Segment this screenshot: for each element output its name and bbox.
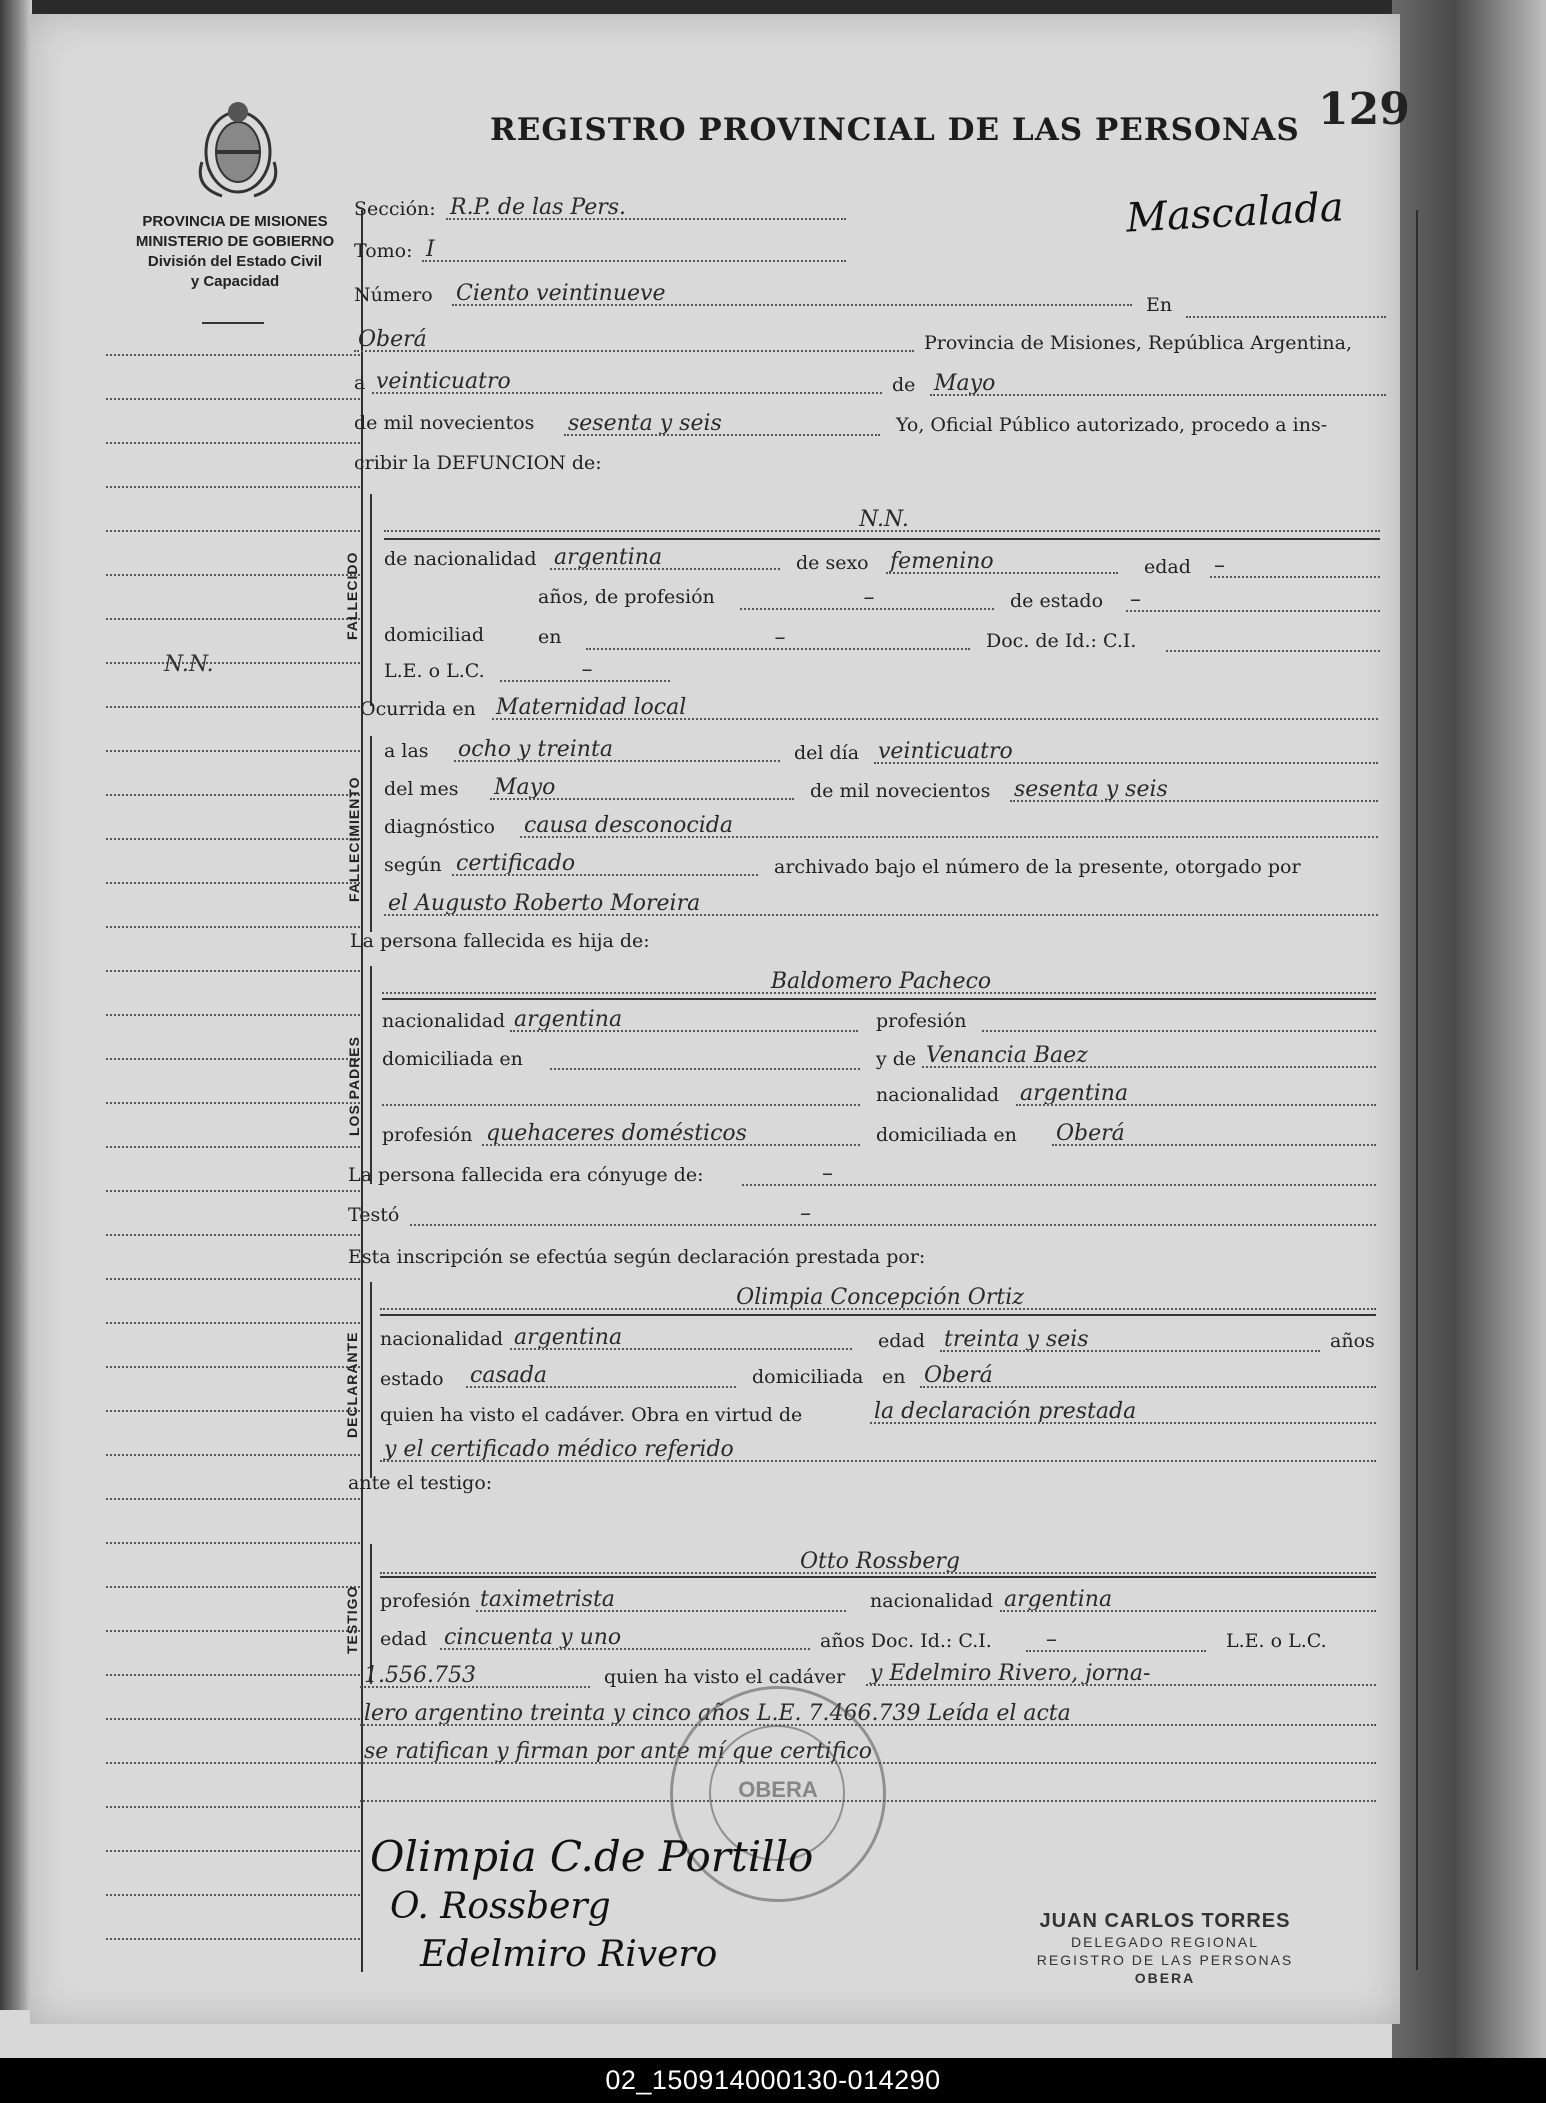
rule	[382, 998, 1376, 1000]
label-en: En	[1146, 294, 1173, 316]
label-dom-padre: domiciliada en	[382, 1048, 523, 1070]
field-hora: ocho y treinta	[454, 738, 780, 762]
margin-rule	[106, 706, 360, 709]
field-testo: –	[410, 1202, 1376, 1226]
section-divider	[370, 1544, 372, 1684]
official-block	[1000, 1910, 1330, 1987]
rule	[384, 538, 1380, 540]
margin-rule	[106, 530, 360, 533]
field-extra-3: se ratifican y firman por ante mí que certifico	[360, 1740, 1376, 1764]
section-divider	[370, 494, 372, 706]
margin-rule	[106, 1762, 360, 1765]
rule	[380, 1576, 1376, 1578]
label-visto: quien ha visto el cadáver. Obra en virtud de	[380, 1404, 803, 1426]
label-conyuge: La persona fallecida era cónyuge de:	[348, 1164, 704, 1186]
field-nac-t: argentina	[1000, 1588, 1376, 1612]
signature-testigo: O. Rossberg	[390, 1886, 611, 1927]
field-virtud-1: la declaración prestada	[870, 1400, 1376, 1424]
label-edad: edad	[1144, 556, 1191, 578]
signature-declarante: Olimpia C.de Portillo	[370, 1832, 814, 1881]
margin-rule	[106, 398, 360, 401]
margin-rule	[106, 1938, 360, 1941]
field-tomo: I	[422, 238, 846, 262]
section-divider	[370, 966, 372, 1184]
field-doc-t: 1.556.753	[360, 1664, 590, 1688]
field-dia: veinticuatro	[372, 370, 882, 394]
field-diagnostico: causa desconocida	[520, 814, 1378, 838]
margin-rule	[106, 354, 360, 357]
field-edad-t: cincuenta y uno	[440, 1626, 810, 1650]
field-virtud-2: y el certificado médico referido	[380, 1438, 1376, 1462]
field-seccion: R.P. de las Pers.	[446, 196, 846, 220]
field-domicilio: –	[586, 626, 970, 650]
margin-rule	[106, 1542, 360, 1545]
label-ocurrida: Ocurrida en	[360, 698, 476, 720]
coat-of-arms-icon	[192, 92, 284, 204]
margin-rule	[106, 1850, 360, 1853]
field-profesion: –	[740, 586, 994, 610]
label-diagnostico: diagnóstico	[384, 816, 495, 838]
field-nac-d: argentina	[510, 1326, 852, 1350]
label-edad-t: edad	[380, 1628, 427, 1650]
label-le: L.E. o L.C.	[384, 660, 485, 682]
field-lugar: Oberá	[354, 328, 914, 352]
label-dom-d: domiciliada	[752, 1366, 864, 1388]
right-border	[1416, 210, 1418, 1970]
page-number: 129	[1318, 84, 1410, 135]
label-archivado: archivado bajo el número de la presente, otorgado por	[774, 856, 1301, 878]
official-city: OBERA	[1134, 1970, 1196, 1986]
label-cribir: cribir la DEFUNCION de:	[354, 452, 602, 474]
label-testigo: ante el testigo:	[348, 1472, 493, 1494]
field-ocurrida: Maternidad local	[492, 696, 1378, 720]
margin-rule	[106, 1586, 360, 1589]
label-testo: Testó	[348, 1204, 400, 1226]
label-numero: Número	[354, 284, 433, 306]
margin-rule	[106, 750, 360, 753]
margin-rule	[106, 882, 360, 885]
label-nacionalidad: de nacionalidad	[384, 548, 537, 570]
field-prof-madre: quehaceres domésticos	[482, 1122, 860, 1146]
field-extra-2: lero argentino treinta y cinco años L.E. 7.466.739 Leída el acta	[360, 1702, 1376, 1726]
field-blank	[382, 1082, 860, 1106]
margin-rule	[106, 1630, 360, 1633]
label-segun: según	[384, 854, 442, 876]
label-domiciliad: domiciliad	[384, 624, 485, 646]
section-divider	[370, 736, 372, 932]
label-de-mil2: de mil novecientos	[810, 780, 991, 802]
field-dom-d: Oberá	[920, 1364, 1376, 1388]
field-madre: Venancia Baez	[922, 1044, 1376, 1068]
label-prof-t: profesión	[380, 1590, 471, 1612]
margin-rule	[106, 794, 360, 797]
field-en	[1186, 294, 1386, 318]
margin-rule	[106, 1894, 360, 1897]
page-title: REGISTRO PROVINCIAL DE LAS PERSONAS	[490, 112, 1300, 148]
field-nac-madre: argentina	[1016, 1082, 1376, 1106]
field-segun: certificado	[452, 852, 758, 876]
field-ci-t: –	[1026, 1628, 1206, 1652]
field-dom-padre	[550, 1046, 860, 1070]
label-de-mil: de mil novecientos	[354, 412, 535, 434]
label-inscripcion: Esta inscripción se efectúa según declaración prestada por:	[348, 1246, 926, 1268]
margin-rule	[106, 1190, 360, 1193]
label-anios-prof: años, de profesión	[538, 586, 715, 608]
margin-rule	[106, 1322, 360, 1325]
margin-rule	[106, 970, 360, 973]
section-declarante: DECLARANTE	[344, 1331, 360, 1438]
field-sexo: femenino	[886, 550, 1118, 574]
field-le: –	[500, 658, 670, 682]
margin-rule	[106, 1806, 360, 1809]
margin-rule	[106, 1234, 360, 1237]
field-mes-f: Mayo	[490, 776, 794, 800]
label-estado: de estado	[1010, 590, 1104, 612]
section-padres: LOS PADRES	[346, 1036, 362, 1136]
margin-rule	[106, 1102, 360, 1105]
margin-rule	[106, 1674, 360, 1677]
label-dom-madre: domiciliada en	[876, 1124, 1017, 1146]
field-dom-madre: Oberá	[1052, 1122, 1376, 1146]
field-nacionalidad: argentina	[550, 546, 780, 570]
margin-note: N.N.	[164, 652, 214, 677]
stamp-text: OBERA	[738, 1777, 818, 1802]
margin-rule	[106, 1366, 360, 1369]
field-prof-padre	[982, 1008, 1376, 1032]
field-extra-1: y Edelmiro Rivero, jorna-	[866, 1662, 1376, 1686]
label-edad-d: edad	[878, 1330, 925, 1352]
field-prof-t: taximetrista	[476, 1588, 846, 1612]
label-nac-t: nacionalidad	[870, 1590, 994, 1612]
label-provincia: Provincia de Misiones, República Argentina,	[924, 332, 1353, 354]
label-le-t: L.E. o L.C.	[1226, 1630, 1327, 1652]
label-nac-d: nacionalidad	[380, 1328, 504, 1350]
institution-line: División del Estado Civil	[147, 253, 323, 270]
institution-line: PROVINCIA DE MISIONES	[142, 213, 328, 230]
field-estado-d: casada	[466, 1364, 736, 1388]
signature-testigo-2: Edelmiro Rivero	[420, 1934, 718, 1975]
register-page	[30, 14, 1410, 2024]
margin-rule	[106, 1454, 360, 1457]
institution-block	[90, 212, 380, 292]
left-binding	[0, 0, 32, 2058]
margin-rule	[106, 618, 360, 621]
label-anios-t: años Doc. Id.: C.I.	[820, 1630, 992, 1652]
margin-rule	[106, 1058, 360, 1061]
field-declarante: Olimpia Concepción Ortiz	[380, 1286, 1376, 1310]
margin-rule	[106, 442, 360, 445]
field-nac-padre: argentina	[510, 1008, 858, 1032]
margin-rule	[106, 838, 360, 841]
field-edad-d: treinta y seis	[940, 1328, 1320, 1352]
margin-rule	[106, 1146, 360, 1149]
label-a: a	[354, 372, 366, 394]
label-estado-d: estado	[380, 1368, 444, 1390]
institution-line: MINISTERIO DE GOBIERNO	[135, 233, 335, 250]
label-sexo: de sexo	[796, 552, 869, 574]
official-office: REGISTRO DE LAS PERSONAS	[1036, 1952, 1294, 1968]
label-yo: Yo, Oficial Público autorizado, procedo a ins-	[896, 414, 1328, 436]
margin-rule	[106, 574, 360, 577]
label-a-las: a las	[384, 740, 429, 762]
margin-rule	[106, 1410, 360, 1413]
field-anio: sesenta y seis	[564, 412, 880, 436]
label-seccion: Sección:	[354, 198, 436, 220]
label-de: de	[892, 374, 916, 396]
label-tomo: Tomo:	[354, 240, 413, 262]
top-signature: Mascalada	[1124, 184, 1345, 242]
field-nombre: N.N.	[384, 508, 1380, 532]
field-dia-f: veinticuatro	[874, 740, 1378, 764]
field-numero: Ciento veintinueve	[452, 282, 1132, 306]
label-visto-t: quien ha visto el cadáver	[604, 1666, 846, 1688]
label-prof-madre: profesión	[382, 1124, 473, 1146]
label-prof-padre: profesión	[876, 1010, 967, 1032]
official-name: JUAN CARLOS TORRES	[1039, 1910, 1291, 1932]
institution-line: y Capacidad	[190, 273, 280, 290]
field-testigo: Otto Rossberg	[380, 1550, 1376, 1574]
label-nac-madre: nacionalidad	[876, 1084, 1000, 1106]
label-doc: Doc. de Id.: C.I.	[986, 630, 1137, 652]
margin-rule	[106, 662, 360, 665]
label-nac-padre: nacionalidad	[382, 1010, 506, 1032]
label-en2: en	[538, 626, 562, 648]
margin-rule	[106, 1014, 360, 1017]
label-del-dia: del día	[794, 742, 860, 764]
section-divider	[370, 1282, 372, 1478]
field-edad: –	[1210, 554, 1380, 578]
field-conyuge: –	[742, 1162, 1376, 1186]
label-anios-d: años	[1330, 1330, 1375, 1352]
field-otorgado: el Augusto Roberto Moreira	[384, 892, 1378, 916]
label-en-d: en	[882, 1366, 906, 1388]
label-del-mes: del mes	[384, 778, 459, 800]
field-padre: Baldomero Pacheco	[382, 970, 1376, 994]
field-estado: –	[1126, 588, 1380, 612]
margin-rule	[106, 1718, 360, 1721]
rule	[380, 1314, 1376, 1316]
section-fallecido: FALLECIDO	[344, 551, 360, 640]
label-y-de: y de	[876, 1048, 917, 1070]
image-caption: 02_150914000130-014290	[0, 2058, 1546, 2103]
field-anio-f: sesenta y seis	[1010, 778, 1378, 802]
section-testigo: TESTIGO	[344, 1585, 360, 1654]
official-title: DELEGADO REGIONAL	[1070, 1934, 1260, 1950]
margin-rule	[106, 1278, 360, 1281]
margin-rule	[106, 1498, 360, 1501]
section-fallecimiento: FALLECIMIENTO	[346, 776, 362, 902]
label-hija: La persona fallecida es hija de:	[350, 930, 650, 952]
margin-rule	[106, 486, 360, 489]
field-doc	[1166, 628, 1380, 652]
divider	[202, 322, 264, 324]
margin-rule	[106, 926, 360, 929]
field-mes: Mayo	[930, 372, 1386, 396]
